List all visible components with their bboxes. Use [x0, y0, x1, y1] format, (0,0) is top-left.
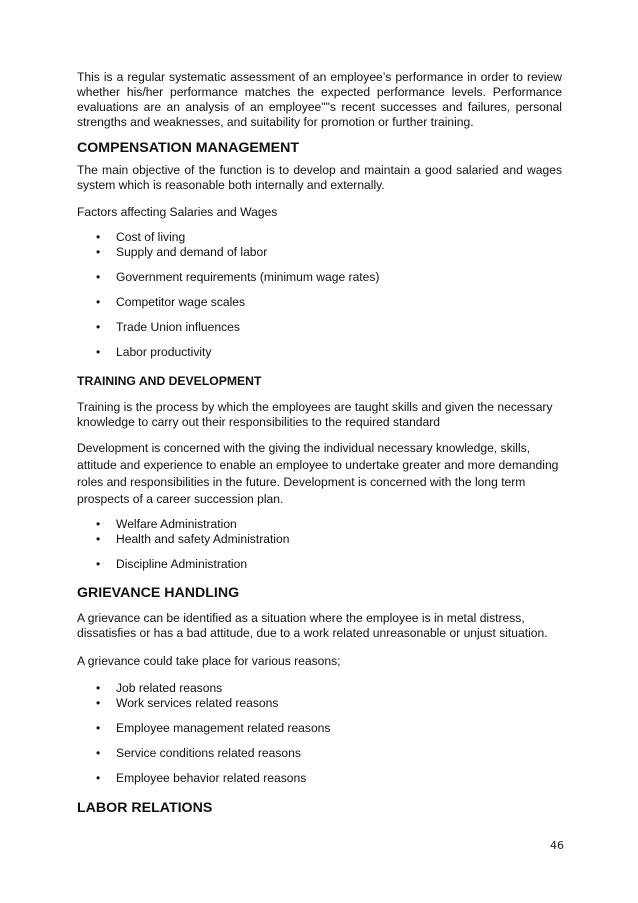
- bullet-icon: •: [96, 320, 101, 334]
- grievance-heading: GRIEVANCE HANDLING: [77, 585, 240, 601]
- bullet-icon: •: [96, 746, 101, 760]
- training-heading: TRAINING AND DEVELOPMENT: [77, 374, 262, 388]
- grievance-paragraph: A grievance can be identified as a situation where the employee is in metal distress, dissatisfies or has a bad attitude, due to a work related unreasonable or unjust situation.: [77, 611, 548, 640]
- list-item: • Health and safety Administration: [96, 532, 290, 546]
- grievance-reasons-intro: A grievance could take place for various reasons;: [77, 654, 341, 668]
- list-item: • Labor productivity: [96, 345, 212, 359]
- bullet-icon: •: [96, 557, 101, 571]
- list-item: • Trade Union influences: [96, 320, 240, 334]
- bullet-icon: •: [96, 345, 101, 359]
- bullet-icon: •: [96, 696, 101, 710]
- list-item: • Government requirements (minimum wage rates): [96, 270, 380, 284]
- list-item: • Work services related reasons: [96, 696, 279, 710]
- document-page: [77, 70, 562, 817]
- bullet-icon: •: [96, 681, 101, 695]
- list-item: • Service conditions related reasons: [96, 746, 301, 760]
- bullet-icon: •: [96, 295, 101, 309]
- training-paragraph: Training is the process by which the employees are taught skills and given the necessary knowledge to carry out their responsibilities to the required standard: [77, 400, 553, 429]
- bullet-icon: •: [96, 245, 101, 259]
- grievance-reasons-list: [77, 681, 562, 786]
- development-paragraph: Development is concerned with the giving the individual necessary knowledge, skills, attitude and experience to enable an employee to undertake greater and more demanding roles and responsibilities in the future. Development is concerned with the long term prospects of a career succession plan.: [77, 441, 559, 506]
- intro-paragraph: This is a regular systematic assessment of an employee’s performance in order to review whether his/her performance matches the expected performance levels. Performance evaluations are an analysis of an employee""s recent successes and failures, personal strengths and weaknesses, and suitability for promotion or further training.: [77, 70, 562, 129]
- factors-intro: Factors affecting Salaries and Wages: [77, 205, 278, 219]
- compensation-heading: COMPENSATION MANAGEMENT: [77, 140, 300, 156]
- bullet-icon: •: [96, 517, 101, 531]
- labor-relations-heading: LABOR RELATIONS: [77, 800, 213, 816]
- list-item: • Welfare Administration: [96, 517, 237, 531]
- list-item: • Employee behavior related reasons: [96, 771, 307, 785]
- compensation-paragraph: The main objective of the function is to develop and maintain a good salaried and wages system which is reasonable both internally and externally.: [77, 163, 562, 192]
- administration-list: [77, 517, 562, 572]
- bullet-icon: •: [96, 532, 101, 546]
- list-item: • Employee management related reasons: [96, 721, 331, 735]
- bullet-icon: •: [96, 721, 101, 735]
- list-item: • Supply and demand of labor: [96, 245, 268, 259]
- bullet-icon: •: [96, 270, 101, 284]
- bullet-icon: •: [96, 230, 101, 244]
- list-item: • Competitor wage scales: [96, 295, 246, 309]
- factors-list: [77, 230, 562, 360]
- list-item: • Cost of living: [96, 230, 186, 244]
- list-item: • Job related reasons: [96, 681, 223, 695]
- list-item: • Discipline Administration: [96, 557, 248, 571]
- bullet-icon: •: [96, 771, 101, 785]
- page-number: 46: [550, 839, 564, 852]
